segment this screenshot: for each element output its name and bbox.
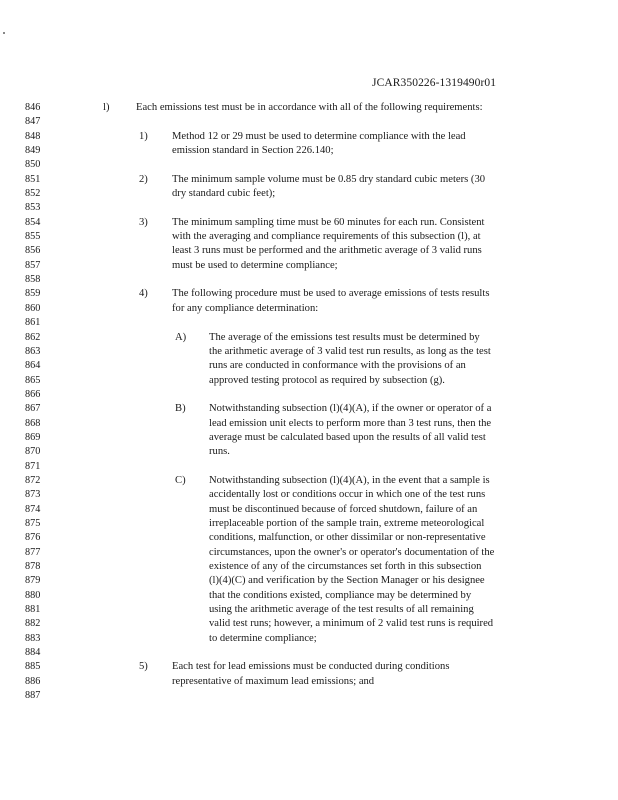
item-label: 2) [139, 173, 148, 185]
line-text: for any compliance determination: [172, 302, 319, 314]
line-number: 874 [25, 503, 41, 515]
line-number: 867 [25, 403, 41, 415]
document-line [0, 345, 618, 359]
line-number: 885 [25, 661, 41, 673]
line-number: 850 [25, 159, 41, 171]
document-line [0, 316, 618, 330]
line-number: 848 [25, 130, 41, 142]
line-text: The following procedure must be used to average emissions of tests results [172, 288, 490, 300]
document-line [0, 388, 618, 402]
line-number: 869 [25, 431, 41, 443]
line-number: 878 [25, 561, 41, 572]
item-label: C) [175, 474, 186, 486]
document-line [0, 589, 618, 603]
document-line [0, 173, 618, 187]
document-line [0, 689, 618, 703]
line-text: The average of the emissions test results must be determined by [209, 331, 480, 343]
line-number: 858 [25, 274, 41, 286]
line-text: must be discontinued because of forced shutdown, failure of an [209, 503, 478, 515]
document-line [0, 603, 618, 617]
document-line [0, 287, 618, 301]
line-text: lead emission unit elects to perform more than 3 test runs, then the [209, 417, 492, 429]
document-line [0, 115, 618, 129]
document-line [0, 417, 618, 431]
document-line [0, 374, 618, 388]
line-number: 861 [25, 317, 41, 329]
line-number: 868 [25, 417, 41, 429]
document-id-header: JCAR350226-1319490r01 [372, 77, 497, 89]
line-number: 880 [25, 589, 41, 601]
document-line [0, 273, 618, 287]
line-number: 887 [25, 690, 41, 702]
document-line [0, 402, 618, 416]
line-number: 873 [25, 489, 41, 501]
line-number: 851 [25, 173, 41, 185]
line-text: runs are conducted in conformance with the provisions of an [209, 360, 466, 372]
document-line [0, 660, 618, 674]
document-line [0, 158, 618, 172]
line-number: 853 [25, 202, 41, 214]
line-text: The minimum sample volume must be 0.85 dry standard cubic meters (30 [172, 173, 486, 185]
item-label: l) [103, 102, 110, 113]
line-number: 870 [25, 446, 41, 458]
document-line [0, 259, 618, 273]
document-line [0, 130, 618, 144]
document-line [0, 359, 618, 373]
item-label: 5) [139, 661, 148, 673]
document-line [0, 460, 618, 474]
line-number: 872 [25, 474, 41, 486]
document-line [0, 531, 618, 545]
line-number: 866 [25, 388, 41, 400]
document-line [0, 632, 618, 646]
item-label: A) [175, 331, 187, 343]
document-line [0, 201, 618, 215]
line-text: average must be calculated based upon the results of all valid test [209, 431, 486, 443]
document-line [0, 675, 618, 689]
line-number: 863 [25, 345, 41, 357]
item-label: 4) [139, 288, 148, 300]
line-number: 876 [25, 532, 41, 544]
line-text: least 3 runs must be performed and the arithmetic average of 3 valid runs [172, 245, 482, 257]
line-text: existence of any of the circumstances set forth in this subsection [209, 561, 482, 572]
line-text: representative of maximum lead emissions; and [172, 675, 375, 687]
line-text: dry standard cubic feet); [172, 188, 276, 200]
line-text: approved testing protocol as required by subsection (g). [209, 374, 445, 386]
line-number: 882 [25, 618, 41, 630]
document-line [0, 302, 618, 316]
document-line [0, 445, 618, 459]
document-line [0, 431, 618, 445]
document-line [0, 144, 618, 158]
line-number: 865 [25, 374, 41, 386]
line-number: 849 [25, 145, 41, 157]
line-number: 856 [25, 245, 41, 257]
line-text: Method 12 or 29 must be used to determine compliance with the lead [172, 130, 466, 142]
document-line [0, 503, 618, 517]
document-line [0, 574, 618, 588]
document-line [0, 187, 618, 201]
line-text: that the conditions existed, compliance may be determined by [209, 589, 472, 601]
line-text: Each test for lead emissions must be conducted during conditions [172, 661, 450, 673]
document-line [0, 101, 618, 115]
line-text: Notwithstanding subsection (l)(4)(A), if the owner or operator of a [209, 403, 492, 415]
document-line [0, 244, 618, 258]
line-number: 881 [25, 604, 41, 616]
line-text: emission standard in Section 226.140; [172, 145, 334, 157]
line-text: Notwithstanding subsection (l)(4)(A), in the event that a sample is [209, 474, 490, 486]
document-line [0, 216, 618, 230]
line-number: 886 [25, 675, 41, 687]
line-text: accidentally lost or conditions occur in which one of the test runs [209, 489, 486, 501]
line-text: to determine compliance; [209, 632, 317, 644]
document-line [0, 546, 618, 560]
line-number: 883 [25, 632, 41, 644]
line-text: The minimum sampling time must be 60 minutes for each run. Consistent [172, 216, 485, 228]
document-line [0, 617, 618, 631]
line-number: 854 [25, 216, 41, 228]
line-text: irreplaceable portion of the sample train, extreme meteorological [209, 517, 485, 529]
document-line [0, 560, 618, 574]
line-text: the arithmetic average of 3 valid test run results, as long as the test [209, 345, 491, 357]
line-text: must be used to determine compliance; [172, 259, 338, 271]
item-label: 1) [139, 130, 148, 142]
line-text: circumstances, upon the owner's or operator's documentation of the [209, 546, 495, 558]
document-line [0, 517, 618, 531]
line-number: 857 [25, 259, 41, 271]
line-number: 852 [25, 188, 41, 200]
line-number: 855 [25, 231, 41, 243]
line-text: (l)(4)(C) and verification by the Section Manager or his designee [209, 575, 485, 587]
line-number: 846 [25, 102, 41, 113]
line-number: 860 [25, 302, 41, 314]
line-text: with the averaging and compliance requirements of this subsection (l), at [172, 231, 481, 243]
document-line [0, 474, 618, 488]
line-number: 879 [25, 575, 41, 587]
line-number: 877 [25, 546, 41, 558]
line-text: conditions, malfunction, or other dissimilar or non-representative [209, 532, 486, 544]
line-number: 847 [25, 116, 41, 128]
item-label: B) [175, 403, 186, 415]
document-line [0, 230, 618, 244]
line-text: runs. [209, 446, 230, 458]
document-line [0, 331, 618, 345]
scan-speck [3, 32, 5, 34]
document-line [0, 646, 618, 660]
item-label: 3) [139, 216, 148, 228]
line-number: 884 [25, 647, 41, 659]
line-number: 875 [25, 517, 41, 529]
regulation-text-body [0, 101, 618, 703]
line-number: 859 [25, 288, 41, 300]
line-number: 871 [25, 460, 41, 472]
line-text: using the arithmetic average of the test results of all remaining [209, 604, 474, 616]
line-number: 864 [25, 360, 41, 372]
document-line [0, 488, 618, 502]
line-number: 862 [25, 331, 41, 343]
line-text: Each emissions test must be in accordance with all of the following requirements: [136, 102, 483, 113]
line-text: valid test runs; however, a minimum of 2 valid test runs is required [209, 618, 494, 630]
